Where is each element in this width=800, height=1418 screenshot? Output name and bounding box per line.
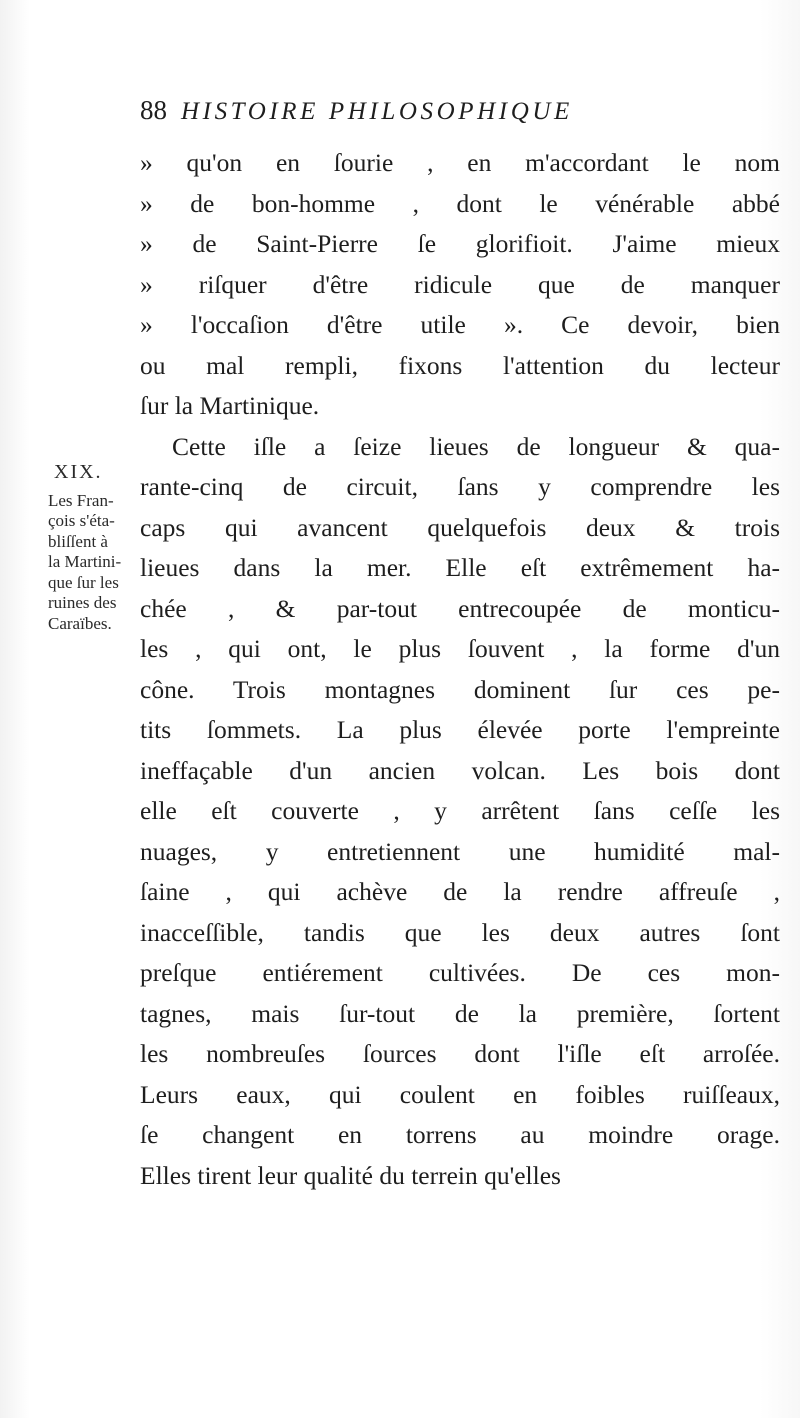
margin-note-line: çois s'éta- (48, 511, 115, 530)
text-line: lieues dans la mer. Elle eſt extrêmement ha- (140, 553, 780, 582)
text-line: » de Saint-Pierre ſe glorifioit. J'aime mieux (140, 229, 780, 258)
running-title: HISTOIRE PHILOSOPHIQUE (181, 98, 573, 125)
text-line: Elles tirent leur qualité du terrein qu'elles (140, 1160, 561, 1190)
text-line: ſaine , qui achève de la rendre affreuſe , (140, 877, 780, 906)
text-line: ineffaçable d'un ancien volcan. Les bois dont (140, 755, 780, 785)
text-line: ou mal rempli, fixons l'attention du lecteur (140, 350, 780, 380)
margin-note-line: bliſſent à (48, 531, 108, 551)
text-line: » qu'on en ſourie , en m'accordant le nom (140, 148, 780, 177)
text-line: » de bon-homme , dont le vénérable abbé (140, 188, 780, 218)
page-header (140, 95, 780, 135)
body-text (140, 143, 780, 1196)
margin-note-line: Caraïbes. (48, 613, 112, 633)
page-number: 88 (140, 95, 167, 125)
text-line: elle eſt couverte , y arrêtent ſans ceſſe les (140, 796, 780, 825)
margin-note-line: ruines des (48, 593, 117, 612)
text-line: » riſquer d'être ridicule que de manquer (140, 269, 780, 299)
text-line: Leurs eaux, qui coulent en foibles ruiſſeaux, (140, 1079, 780, 1109)
margin-note (48, 462, 138, 634)
text-line: rante-cinq de circuit, ſans y comprendre les (140, 472, 780, 501)
margin-note-line: la Martini- (48, 552, 122, 571)
text-line: preſque entiérement cultivées. De ces mon- (140, 958, 780, 987)
text-line: chée , & par-tout entrecoupée de monticu- (140, 593, 780, 623)
text-line: tagnes, mais ſur-tout de la première, ſortent (140, 998, 780, 1028)
text-line: nuages, y entretiennent une humidité mal- (140, 836, 780, 866)
text-line: » l'occaſion d'être utile ». Ce devoir, bien (140, 310, 780, 339)
text-line: les nombreuſes ſources dont l'iſle eſt arroſée. (140, 1039, 780, 1068)
text-line: ſe changent en torrens au moindre orage. (140, 1120, 780, 1149)
margin-note-line: que ſur les (48, 572, 119, 592)
text-line: tits ſommets. La plus élevée porte l'empreinte (140, 715, 780, 744)
text-line: les , qui ont, le plus ſouvent , la forme d'un (140, 634, 780, 663)
section-number: XIX. (54, 461, 103, 483)
text-line: ſur la Martinique. (140, 391, 320, 420)
margin-note-line: Les Fran- (48, 490, 114, 510)
text-line: inacceſſible, tandis que les deux autres ſont (140, 917, 780, 947)
text-line: Cette iſle a ſeize lieues de longueur & qua- (172, 431, 780, 461)
text-line: cône. Trois montagnes dominent ſur ces pe- (140, 674, 780, 704)
text-line: caps qui avancent quelquefois deux & trois (140, 512, 780, 542)
